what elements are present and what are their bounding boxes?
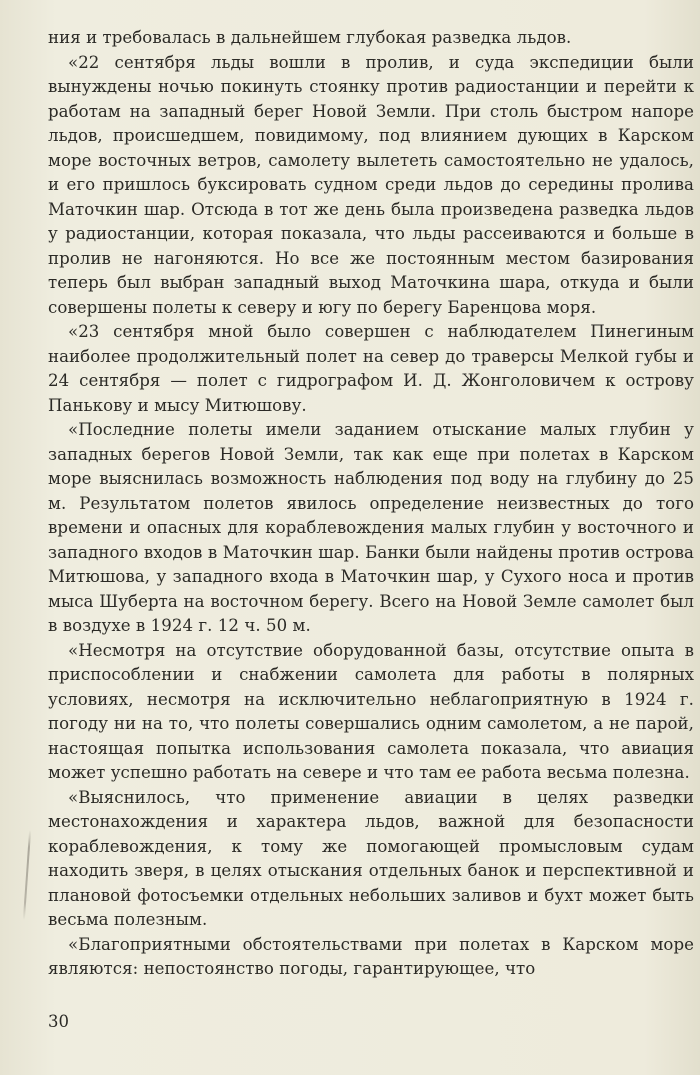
- paragraph-sept-23: «23 сентября мной было совершен с наблюдателем Пинегиным наиболее продолжительный полет на север до траверсы Мелкой губы и 24 сентября — полет с гидрографом И. Д. Жонголовичем к острову Панькову и мысу Митюшову.: [48, 322, 694, 415]
- paragraph-despite: «Несмотря на отсутствие оборудованной базы, отсутствие опыта в приспособлении и снабжении самолета для работы в полярных условиях, несмотря на исключительно неблагоприятную в 1924 г. погоду ни на то, что полеты совершались одним самолетом, а не парой, настоящая попытка использования самолета показала, что авиация может успешно работать на севере и что там ее работа весьма полезна.: [48, 640, 694, 782]
- margin-pencil-mark: [23, 830, 31, 920]
- paragraph-continuation: ния и требовалась в дальнейшем глубокая разведка льдов.: [48, 28, 572, 47]
- paragraph-conclusion: «Выяснилось, что применение авиации в целях разведки местонахождения и характера льдов, важной для безопасности кораблевождения, к тому же помогающей промысловым судам находить зверя, в целях отыскания отдельных банок и перспективной и плановой фотосъемки отдельных небольших заливов и бухт может быть весьма полезным.: [48, 787, 694, 929]
- paragraph-favorable: «Благоприятными обстоятельствами при полетах в Карском море являются: непостоянство погоды, гарантирующее, что: [48, 934, 694, 978]
- paragraph-last-flights: «Последние полеты имели заданием отыскание малых глубин у западных берегов Новой Земли, так как еще при полетах в Карском море выяснилась возможность наблюдения под воду на глубину до 25 м. Результатом полетов явилось определение неизвестных до того времени и опасных для кораблевождения малых глубин у восточного и западного входов в Маточкин шар. Банки были найдены против острова Митюшова, у западного входа в Маточкин шар, у Сухого носа и против мыса Шуберта на восточном берегу. Всего на Новой Земле самолет был в воздухе в 1924 г. 12 ч. 50 м.: [48, 420, 694, 635]
- body-text: [48, 26, 694, 982]
- paragraph-sept-22: «22 сентября льды вошли в пролив, и суда экспедиции были вынуждены ночью покинуть стоянку против радиостанции и перейти к работам на западный берег Новой Земли. При столь быстром напоре льдов, происшедшем, повидимому, под влиянием дующих в Карском море восточных ветров, самолету вылететь самостоятельно не удалось, и его пришлось буксировать судном среди льдов до середины пролива Маточкин шар. Отсюда в тот же день была произведена разведка льдов у радиостанции, которая показала, что льды рассеиваются и больше в пролив не нагоняются. Но все же постоянным местом базирования теперь был выбран западный выход Маточкина шара, откуда и были совершены полеты к северу и югу по берегу Баренцова моря.: [48, 52, 694, 317]
- page-number: 30: [48, 1012, 69, 1031]
